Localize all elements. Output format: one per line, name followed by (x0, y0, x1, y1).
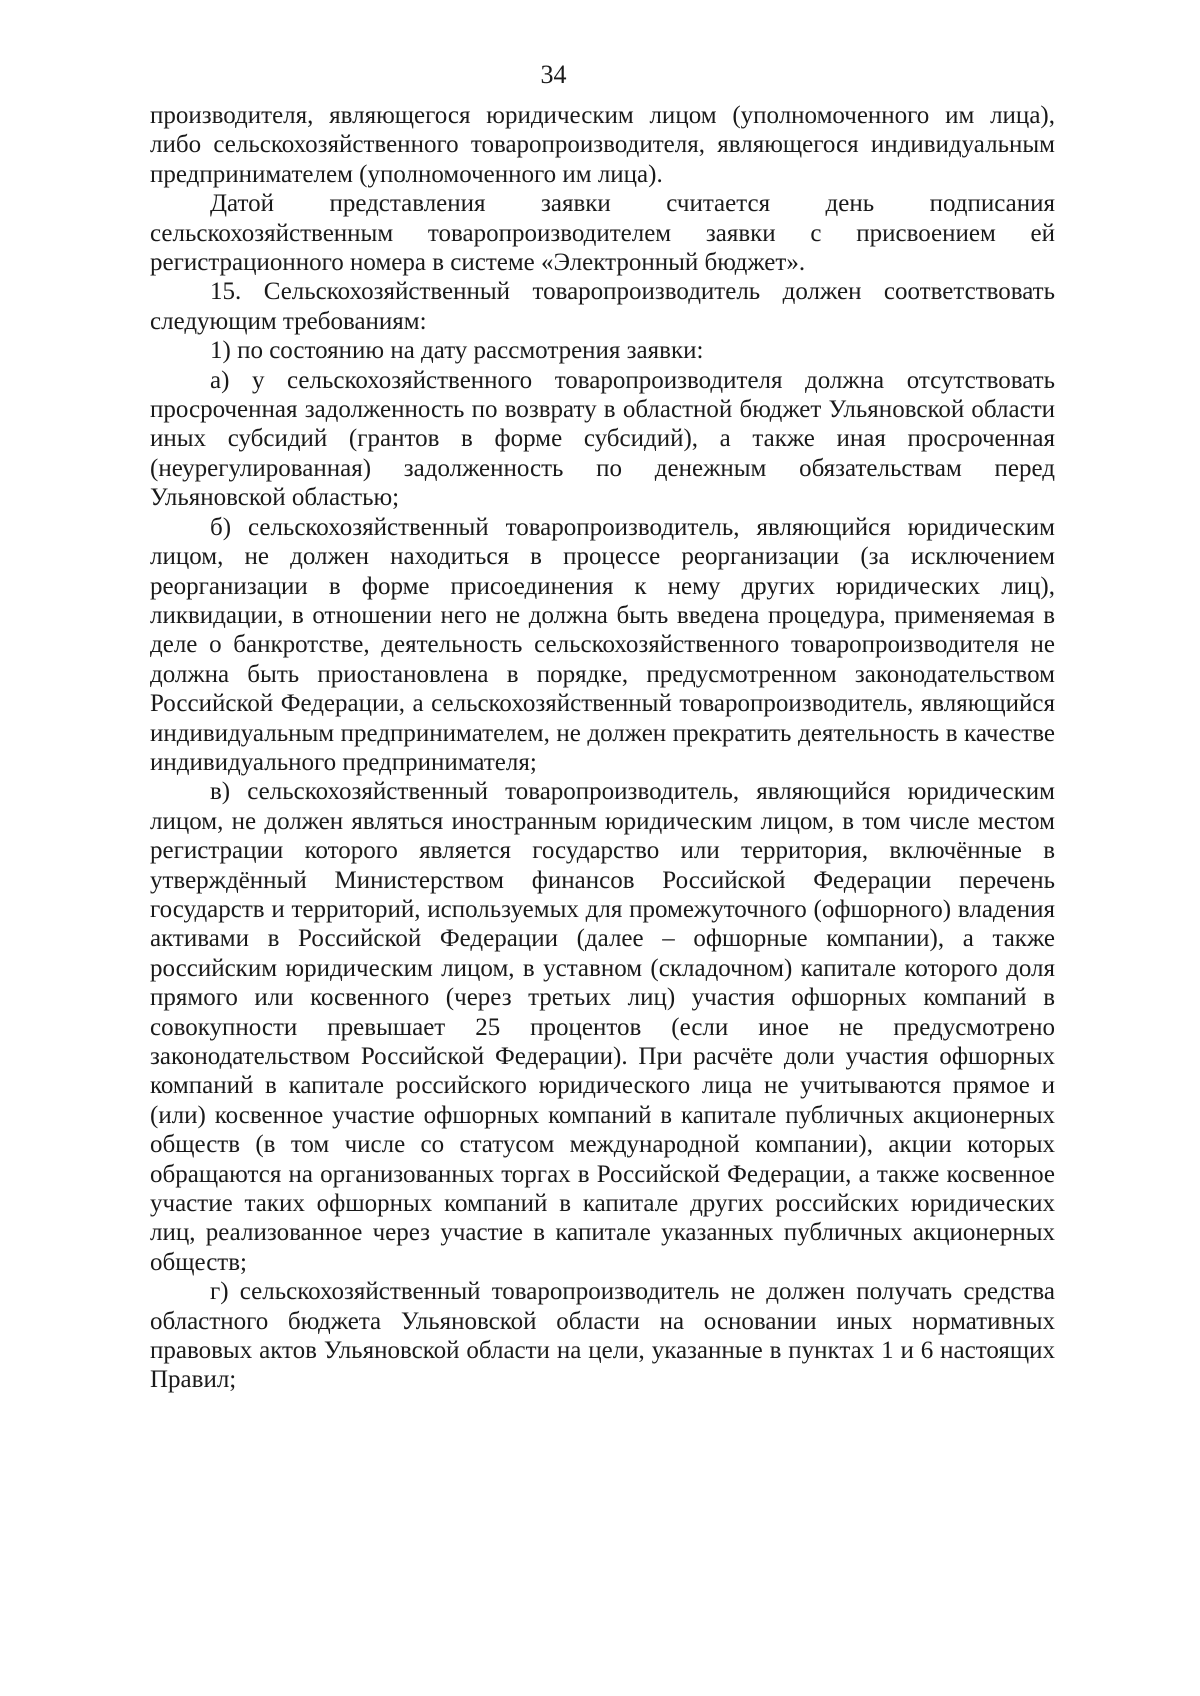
paragraph-subitem-b: б) сельскохозяйственный товаропроизводитель, являющийся юридическим лицом, не должен находиться в процессе реорганизации (за исключением реорганизации в форме присоединения к нему других юридических лиц), ликвидации, в отношении него не должна быть введена процедура, применяемая в деле о банкротстве, деятельность сельскохозяйственного товаропроизводителя не должна быть приостановлена в порядке, предусмотренном законодательством Российской Федерации, а сельскохозяйственный товаропроизводитель, являющийся индивидуальным предпринимателем, не должен прекратить деятельность в качестве индивидуального предпринимателя; (150, 513, 1055, 776)
paragraph-subitem-a: а) у сельскохозяйственного товаропроизводителя должна отсутствовать просроченная задолженность по возврату в областной бюджет Ульяновской области иных субсидий (грантов в форме субсидий), а также иная просроченная (неурегулированная) задолженность по денежным обязательствам перед Ульяновской областью; (150, 366, 1055, 512)
paragraph-subitem-1: 1) по состоянию на дату рассмотрения заявки: (210, 337, 704, 365)
paragraph-continuation: производителя, являющегося юридическим лицом (уполномоченного им лица), либо сельскохозяйственного товаропроизводителя, являющегося индивидуальным предпринимателем (уполномоченного им лица). (150, 102, 1055, 188)
document-body (150, 101, 1055, 1395)
paragraph-submission-date: Датой представления заявки считается день подписания сельскохозяйственным товаропроизводителем заявки с присвоением ей регистрационного номера в системе «Электронный бюджет». (150, 190, 1055, 277)
paragraph-item-15: 15. Сельскохозяйственный товаропроизводитель должен соответствовать следующим требованиям: (150, 278, 1055, 335)
paragraph-subitem-v: в) сельскохозяйственный товаропроизводитель, являющийся юридическим лицом, не должен являться иностранным юридическим лицом, в том числе местом регистрации которого является государство или территория, включённые в утверждённый Министерством финансов Российской Федерации перечень государств и территорий, используемых для промежуточного (офшорного) владения активами в Российской Федерации (далее – офшорные компании), а также российским юридическим лицом, в уставном (складочном) капитале которого доля прямого или косвенного (через третьих лиц) участия офшорных компаний в совокупности превышает 25 процентов (если иное не предусмотрено законодательством Российской Федерации). При расчёте доли участия офшорных компаний в капитале российского юридического лица не учитываются прямое и (или) косвенное участие офшорных компаний в капитале публичных акционерных обществ (в том числе со статусом международной компании), акции которых обращаются на организованных торгах в Российской Федерации, а также косвенное участие таких офшорных компаний в капитале других российских юридических лиц, реализованное через участие в капитале указанных публичных акционерных обществ; (150, 778, 1055, 1276)
page-number: 34 (540, 60, 567, 89)
paragraph-subitem-g: г) сельскохозяйственный товаропроизводитель не должен получать средства областного бюджета Ульяновской области на основании иных нормативных правовых актов Ульяновской области на цели, указанные в пунктах 1 и 6 настоящих Правил; (150, 1278, 1055, 1394)
